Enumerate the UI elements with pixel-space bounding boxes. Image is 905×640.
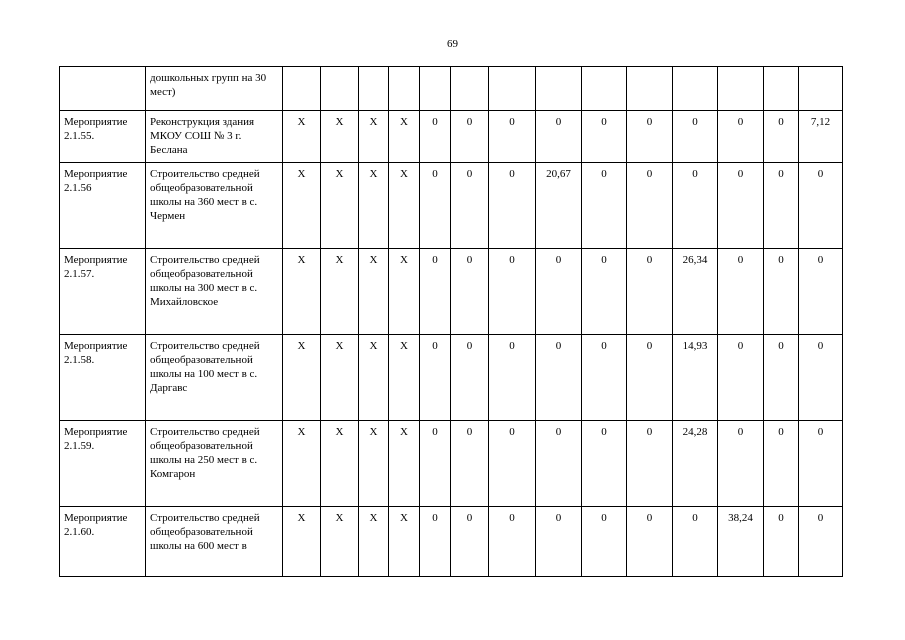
value-cell: 24,28 xyxy=(673,421,718,507)
value-cell: 0 xyxy=(536,507,582,577)
table-row xyxy=(60,335,843,421)
value-cell: X xyxy=(321,249,359,335)
value-cell: 7,12 xyxy=(799,111,843,163)
value-cell: 0 xyxy=(420,163,451,249)
value-cell: 0 xyxy=(718,163,764,249)
value-cell: X xyxy=(321,507,359,577)
value-cell: X xyxy=(389,507,420,577)
value-cell: 0 xyxy=(451,163,489,249)
value-cell: 0 xyxy=(718,249,764,335)
value-cell: X xyxy=(283,163,321,249)
value-cell: 0 xyxy=(799,249,843,335)
value-cell: 0 xyxy=(582,335,627,421)
value-cell: 0 xyxy=(489,163,536,249)
value-cell: X xyxy=(389,335,420,421)
value-cell xyxy=(489,67,536,111)
value-cell xyxy=(451,67,489,111)
measure-name: Реконструкция здания МКОУ СОШ № 3 г. Беслана xyxy=(146,111,283,163)
table-row xyxy=(60,249,843,335)
budget-table xyxy=(59,66,843,577)
value-cell: X xyxy=(389,111,420,163)
value-cell: 0 xyxy=(536,421,582,507)
value-cell: 38,24 xyxy=(718,507,764,577)
measure-label: Мероприятие 2.1.55. xyxy=(60,111,146,163)
value-cell: 0 xyxy=(764,335,799,421)
value-cell: 0 xyxy=(627,249,673,335)
value-cell: 0 xyxy=(799,421,843,507)
value-cell: 0 xyxy=(536,111,582,163)
value-cell: X xyxy=(283,335,321,421)
value-cell: 0 xyxy=(799,335,843,421)
value-cell xyxy=(582,67,627,111)
measure-label: Мероприятие 2.1.56 xyxy=(60,163,146,249)
value-cell: 0 xyxy=(420,507,451,577)
value-cell: 0 xyxy=(420,421,451,507)
value-cell: 0 xyxy=(489,507,536,577)
value-cell: 0 xyxy=(799,507,843,577)
measure-name: Строительство средней общеобразовательной школы на 100 мест в с. Даргавс xyxy=(146,335,283,421)
measure-name: Строительство средней общеобразовательной школы на 600 мест в xyxy=(146,507,283,577)
table-row xyxy=(60,421,843,507)
value-cell: 0 xyxy=(582,507,627,577)
value-cell: 0 xyxy=(420,111,451,163)
measure-label: Мероприятие 2.1.57. xyxy=(60,249,146,335)
value-cell: 0 xyxy=(764,507,799,577)
value-cell: 0 xyxy=(420,335,451,421)
value-cell: X xyxy=(359,111,389,163)
value-cell: 0 xyxy=(764,421,799,507)
value-cell xyxy=(627,67,673,111)
value-cell xyxy=(283,67,321,111)
value-cell: X xyxy=(359,421,389,507)
value-cell: 0 xyxy=(673,163,718,249)
measure-name: дошкольных групп на 30 мест) xyxy=(146,67,283,111)
value-cell: 0 xyxy=(627,421,673,507)
value-cell: X xyxy=(283,111,321,163)
value-cell xyxy=(359,67,389,111)
value-cell: 0 xyxy=(489,421,536,507)
value-cell: 0 xyxy=(489,249,536,335)
table-row xyxy=(60,507,843,577)
value-cell: 0 xyxy=(582,249,627,335)
value-cell: 0 xyxy=(627,111,673,163)
value-cell xyxy=(321,67,359,111)
value-cell: X xyxy=(389,421,420,507)
table-body xyxy=(60,67,843,577)
value-cell: 26,34 xyxy=(673,249,718,335)
measure-name: Строительство средней общеобразовательной школы на 360 мест в с. Чермен xyxy=(146,163,283,249)
value-cell: X xyxy=(321,335,359,421)
value-cell xyxy=(718,67,764,111)
value-cell: 14,93 xyxy=(673,335,718,421)
value-cell: 0 xyxy=(451,421,489,507)
value-cell: 0 xyxy=(673,507,718,577)
measure-label: Мероприятие 2.1.59. xyxy=(60,421,146,507)
value-cell: 0 xyxy=(764,249,799,335)
value-cell: 0 xyxy=(451,111,489,163)
value-cell: X xyxy=(283,249,321,335)
value-cell xyxy=(389,67,420,111)
value-cell: X xyxy=(359,163,389,249)
value-cell: X xyxy=(359,507,389,577)
value-cell xyxy=(799,67,843,111)
value-cell: 20,67 xyxy=(536,163,582,249)
value-cell: X xyxy=(321,163,359,249)
value-cell: 0 xyxy=(718,335,764,421)
value-cell: 0 xyxy=(582,111,627,163)
value-cell: 0 xyxy=(764,163,799,249)
value-cell: 0 xyxy=(489,335,536,421)
measure-name: Строительство средней общеобразовательной школы на 250 мест в с. Комгарон xyxy=(146,421,283,507)
measure-name: Строительство средней общеобразовательной школы на 300 мест в с. Михайловское xyxy=(146,249,283,335)
measure-label xyxy=(60,67,146,111)
value-cell: X xyxy=(359,249,389,335)
table-row xyxy=(60,111,843,163)
value-cell: 0 xyxy=(451,249,489,335)
value-cell: X xyxy=(389,249,420,335)
measure-label: Мероприятие 2.1.58. xyxy=(60,335,146,421)
value-cell xyxy=(673,67,718,111)
value-cell: 0 xyxy=(451,507,489,577)
value-cell: X xyxy=(321,421,359,507)
value-cell: 0 xyxy=(582,163,627,249)
value-cell: 0 xyxy=(718,421,764,507)
value-cell: 0 xyxy=(451,335,489,421)
value-cell xyxy=(536,67,582,111)
value-cell: 0 xyxy=(536,335,582,421)
value-cell: X xyxy=(321,111,359,163)
value-cell: 0 xyxy=(420,249,451,335)
value-cell: 0 xyxy=(627,163,673,249)
table-row xyxy=(60,67,843,111)
value-cell xyxy=(420,67,451,111)
value-cell: 0 xyxy=(627,507,673,577)
page-number: 69 xyxy=(447,38,458,50)
value-cell: 0 xyxy=(536,249,582,335)
value-cell: 0 xyxy=(627,335,673,421)
value-cell: X xyxy=(283,507,321,577)
value-cell: 0 xyxy=(718,111,764,163)
value-cell: 0 xyxy=(582,421,627,507)
value-cell: 0 xyxy=(799,163,843,249)
value-cell xyxy=(764,67,799,111)
value-cell: 0 xyxy=(673,111,718,163)
value-cell: 0 xyxy=(764,111,799,163)
table-row xyxy=(60,163,843,249)
value-cell: X xyxy=(283,421,321,507)
value-cell: X xyxy=(389,163,420,249)
value-cell: 0 xyxy=(489,111,536,163)
value-cell: X xyxy=(359,335,389,421)
measure-label: Мероприятие 2.1.60. xyxy=(60,507,146,577)
